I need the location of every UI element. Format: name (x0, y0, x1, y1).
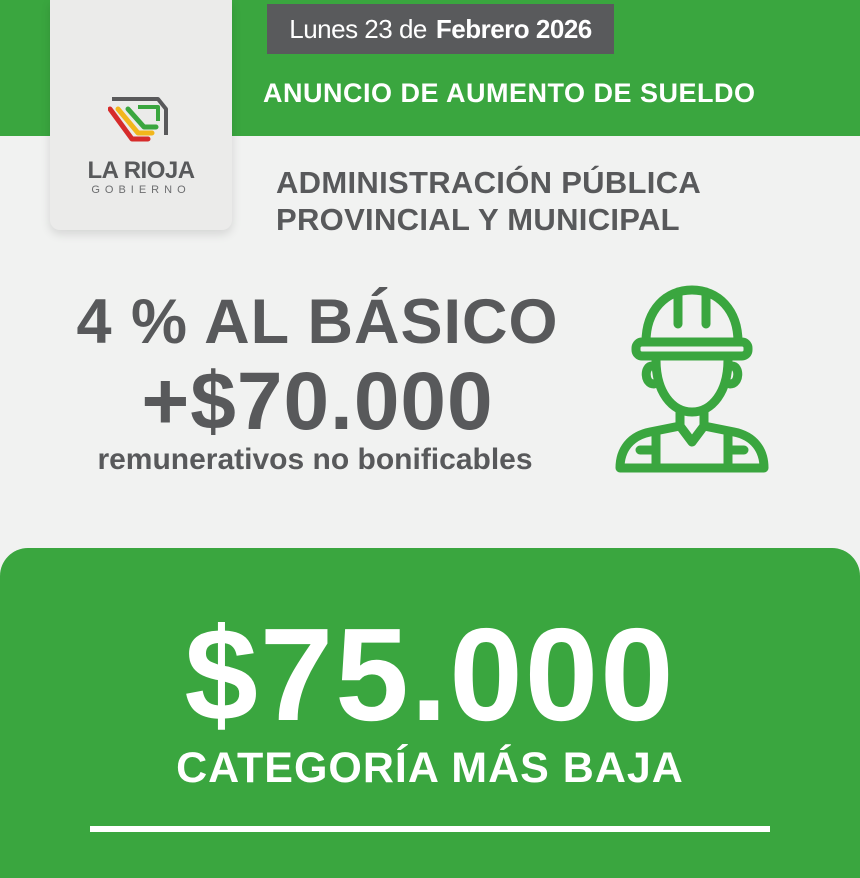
raise-percent: 4 % AL BÁSICO (76, 287, 559, 357)
highlight-category: CATEGORÍA MÁS BAJA (176, 744, 684, 792)
date-banner (267, 4, 614, 54)
audience-line-2: PROVINCIAL Y MUNICIPAL (276, 202, 680, 237)
logo-card (50, 0, 232, 230)
audience-line-1: ADMINISTRACIÓN PÚBLICA (276, 165, 702, 200)
logo-subtitle: GOBIERNO (91, 184, 191, 196)
highlight-amount: $75.000 (184, 601, 676, 748)
logo-name: LA RIOJA (87, 157, 195, 184)
date-month-year: Febrero 2026 (435, 13, 592, 44)
raise-note: remunerativos no bonificables (97, 443, 533, 476)
date-day: Lunes 23 de (289, 13, 427, 44)
audience-heading (276, 164, 701, 238)
announcement-title: ANUNCIO DE AUMENTO DE SUELDO (263, 78, 756, 108)
divider-line (90, 826, 770, 832)
la-rioja-logo-mark-icon (108, 95, 174, 151)
construction-worker-icon (612, 280, 772, 475)
raise-amount: +$70.000 (141, 356, 494, 447)
